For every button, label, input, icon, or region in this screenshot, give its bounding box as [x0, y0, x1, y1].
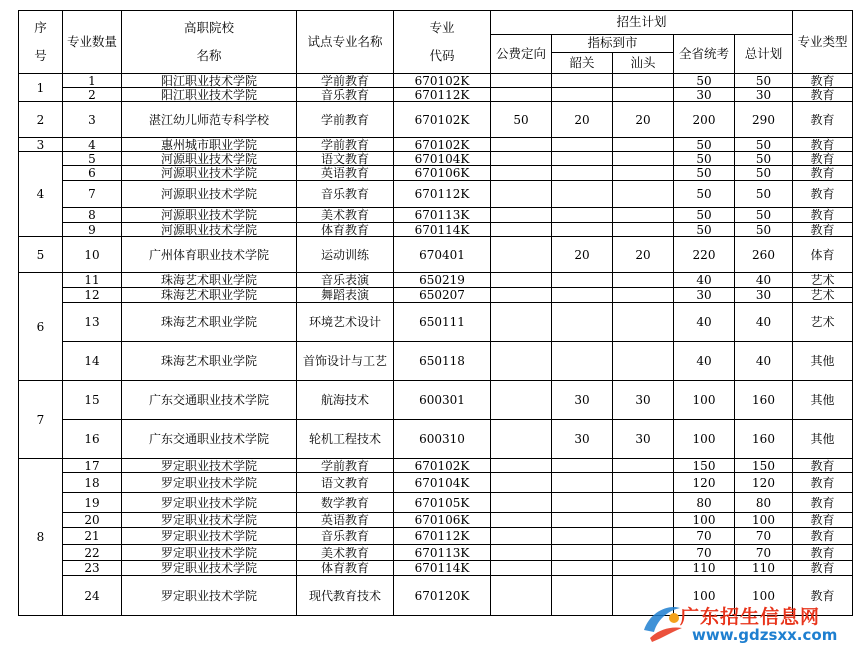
- seq-cell: 8: [19, 459, 63, 616]
- school-cell: 河源职业技术学院: [122, 166, 297, 181]
- school-cell: 河源职业技术学院: [122, 208, 297, 223]
- shantou-cell: [613, 513, 674, 528]
- code-cell: 600310: [394, 420, 491, 459]
- school-cell: 罗定职业技术学院: [122, 513, 297, 528]
- header-seq: 序 号: [19, 11, 63, 74]
- type-cell: 教育: [793, 473, 853, 493]
- type-cell: 教育: [793, 528, 853, 545]
- total-cell: 50: [735, 223, 793, 237]
- type-cell: 教育: [793, 152, 853, 166]
- major-cell: 英语教育: [297, 513, 394, 528]
- table-row: [19, 166, 853, 181]
- shaoguan-cell: [552, 138, 613, 152]
- school-cell: 罗定职业技术学院: [122, 545, 297, 561]
- total-cell: 100: [735, 576, 793, 616]
- table-row: [19, 152, 853, 166]
- table-row: [19, 528, 853, 545]
- school-cell: 珠海艺术职业学院: [122, 273, 297, 288]
- table-row: [19, 473, 853, 493]
- count-cell: 7: [63, 181, 122, 208]
- table-row: [19, 420, 853, 459]
- table-row: [19, 273, 853, 288]
- school-cell: 珠海艺术职业学院: [122, 303, 297, 342]
- free-cell: [491, 74, 552, 88]
- school-cell: 河源职业技术学院: [122, 181, 297, 208]
- shantou-cell: [613, 342, 674, 381]
- province-cell: 30: [674, 288, 735, 303]
- table-row: [19, 223, 853, 237]
- province-cell: 50: [674, 152, 735, 166]
- shaoguan-cell: [552, 459, 613, 473]
- total-cell: 150: [735, 459, 793, 473]
- free-cell: [491, 237, 552, 273]
- shantou-cell: [613, 208, 674, 223]
- header-plan: 招生计划: [491, 11, 793, 35]
- shantou-cell: [613, 528, 674, 545]
- total-cell: 110: [735, 561, 793, 576]
- count-cell: 5: [63, 152, 122, 166]
- school-cell: 罗定职业技术学院: [122, 576, 297, 616]
- shaoguan-cell: [552, 152, 613, 166]
- type-cell: 其他: [793, 420, 853, 459]
- header-school-top: 高职院校: [183, 19, 234, 35]
- shantou-cell: [613, 561, 674, 576]
- school-cell: 珠海艺术职业学院: [122, 342, 297, 381]
- count-cell: 2: [63, 88, 122, 102]
- total-cell: 50: [735, 181, 793, 208]
- free-cell: [491, 223, 552, 237]
- shaoguan-cell: [552, 473, 613, 493]
- shaoguan-cell: [552, 88, 613, 102]
- school-cell: 罗定职业技术学院: [122, 528, 297, 545]
- count-cell: 17: [63, 459, 122, 473]
- major-cell: 语文教育: [297, 473, 394, 493]
- free-cell: [491, 493, 552, 513]
- province-cell: 100: [674, 381, 735, 420]
- type-cell: 教育: [793, 493, 853, 513]
- seq-cell: 5: [19, 237, 63, 273]
- major-cell: 音乐表演: [297, 273, 394, 288]
- code-cell: 650111: [394, 303, 491, 342]
- free-cell: [491, 303, 552, 342]
- code-cell: 670102K: [394, 459, 491, 473]
- header-shaoguan: 韶关: [552, 53, 613, 74]
- free-cell: [491, 181, 552, 208]
- type-cell: 教育: [793, 576, 853, 616]
- code-cell: 670106K: [394, 513, 491, 528]
- seq-cell: 2: [19, 102, 63, 138]
- total-cell: 290: [735, 102, 793, 138]
- free-cell: [491, 576, 552, 616]
- code-cell: 650118: [394, 342, 491, 381]
- total-cell: 260: [735, 237, 793, 273]
- header-total: 总计划: [735, 35, 793, 74]
- code-cell: 650207: [394, 288, 491, 303]
- header-free: 公费定向: [491, 35, 552, 74]
- count-cell: 6: [63, 166, 122, 181]
- shaoguan-cell: [552, 273, 613, 288]
- free-cell: [491, 459, 552, 473]
- school-cell: 罗定职业技术学院: [122, 493, 297, 513]
- header-major: 试点专业名称: [297, 11, 394, 74]
- code-cell: 600301: [394, 381, 491, 420]
- province-cell: 80: [674, 493, 735, 513]
- table-row: [19, 138, 853, 152]
- table-row: [19, 88, 853, 102]
- school-cell: 河源职业技术学院: [122, 223, 297, 237]
- shaoguan-cell: [552, 561, 613, 576]
- shaoguan-cell: [552, 545, 613, 561]
- total-cell: 50: [735, 152, 793, 166]
- total-cell: 40: [735, 273, 793, 288]
- shantou-cell: 30: [613, 420, 674, 459]
- seq-cell: 6: [19, 273, 63, 381]
- count-cell: 11: [63, 273, 122, 288]
- major-cell: 学前教育: [297, 102, 394, 138]
- major-cell: 环境艺术设计: [297, 303, 394, 342]
- count-cell: 13: [63, 303, 122, 342]
- major-cell: 数学教育: [297, 493, 394, 513]
- total-cell: 160: [735, 381, 793, 420]
- table-row: [19, 102, 853, 138]
- shaoguan-cell: [552, 576, 613, 616]
- header-shantou: 汕头: [613, 53, 674, 74]
- shantou-cell: [613, 223, 674, 237]
- shaoguan-cell: 20: [552, 237, 613, 273]
- province-cell: 50: [674, 208, 735, 223]
- province-cell: 70: [674, 528, 735, 545]
- school-cell: 广东交通职业技术学院: [122, 420, 297, 459]
- shaoguan-cell: [552, 342, 613, 381]
- major-cell: 学前教育: [297, 459, 394, 473]
- header-code-bottom: 代码: [429, 48, 455, 63]
- province-cell: 150: [674, 459, 735, 473]
- type-cell: 教育: [793, 513, 853, 528]
- shantou-cell: 30: [613, 381, 674, 420]
- shaoguan-cell: [552, 493, 613, 513]
- free-cell: [491, 88, 552, 102]
- type-cell: 教育: [793, 561, 853, 576]
- province-cell: 100: [674, 420, 735, 459]
- total-cell: 30: [735, 88, 793, 102]
- free-cell: [491, 288, 552, 303]
- major-cell: 运动训练: [297, 237, 394, 273]
- school-cell: 河源职业技术学院: [122, 152, 297, 166]
- shantou-cell: [613, 166, 674, 181]
- type-cell: 教育: [793, 223, 853, 237]
- province-cell: 50: [674, 166, 735, 181]
- shantou-cell: [613, 273, 674, 288]
- free-cell: [491, 138, 552, 152]
- code-cell: 650219: [394, 273, 491, 288]
- code-cell: 670120K: [394, 576, 491, 616]
- province-cell: 40: [674, 273, 735, 288]
- type-cell: 教育: [793, 181, 853, 208]
- code-cell: 670104K: [394, 152, 491, 166]
- code-cell: 670114K: [394, 223, 491, 237]
- code-cell: 670112K: [394, 88, 491, 102]
- major-cell: 音乐教育: [297, 181, 394, 208]
- enrollment-plan-table: [18, 10, 853, 616]
- province-cell: 120: [674, 473, 735, 493]
- header-school: [122, 11, 297, 74]
- major-cell: 音乐教育: [297, 528, 394, 545]
- count-cell: 1: [63, 74, 122, 88]
- header-type: 专业类型: [793, 11, 853, 74]
- province-cell: 200: [674, 102, 735, 138]
- header-code: [394, 11, 491, 74]
- type-cell: 教育: [793, 138, 853, 152]
- table-row: [19, 381, 853, 420]
- free-cell: 50: [491, 102, 552, 138]
- count-cell: 16: [63, 420, 122, 459]
- table-row: [19, 288, 853, 303]
- province-cell: 50: [674, 138, 735, 152]
- school-cell: 广州体育职业技术学院: [122, 237, 297, 273]
- school-cell: 广东交通职业技术学院: [122, 381, 297, 420]
- table-row: [19, 342, 853, 381]
- free-cell: [491, 342, 552, 381]
- count-cell: 18: [63, 473, 122, 493]
- count-cell: 4: [63, 138, 122, 152]
- seq-cell: 3: [19, 138, 63, 152]
- major-cell: 舞蹈表演: [297, 288, 394, 303]
- count-cell: 3: [63, 102, 122, 138]
- table-row: [19, 237, 853, 273]
- major-cell: 音乐教育: [297, 88, 394, 102]
- code-cell: 670113K: [394, 545, 491, 561]
- school-cell: 惠州城市职业学院: [122, 138, 297, 152]
- province-cell: 50: [674, 74, 735, 88]
- major-cell: 美术教育: [297, 208, 394, 223]
- shaoguan-cell: [552, 74, 613, 88]
- header-code-top: 专业: [429, 19, 455, 35]
- shantou-cell: [613, 74, 674, 88]
- major-cell: 语文教育: [297, 152, 394, 166]
- shantou-cell: [613, 138, 674, 152]
- province-cell: 220: [674, 237, 735, 273]
- total-cell: 70: [735, 545, 793, 561]
- major-cell: 航海技术: [297, 381, 394, 420]
- table-row: [19, 459, 853, 473]
- count-cell: 24: [63, 576, 122, 616]
- school-cell: 罗定职业技术学院: [122, 473, 297, 493]
- table-row: [19, 181, 853, 208]
- header-count: 专业数量: [63, 11, 122, 74]
- seq-cell: 7: [19, 381, 63, 459]
- free-cell: [491, 273, 552, 288]
- free-cell: [491, 381, 552, 420]
- shaoguan-cell: 30: [552, 420, 613, 459]
- total-cell: 50: [735, 74, 793, 88]
- free-cell: [491, 152, 552, 166]
- type-cell: 教育: [793, 545, 853, 561]
- table-row: [19, 561, 853, 576]
- shantou-cell: [613, 181, 674, 208]
- shantou-cell: 20: [613, 237, 674, 273]
- total-cell: 50: [735, 208, 793, 223]
- shantou-cell: [613, 303, 674, 342]
- shantou-cell: [613, 473, 674, 493]
- count-cell: 9: [63, 223, 122, 237]
- code-cell: 670102K: [394, 74, 491, 88]
- major-cell: 体育教育: [297, 223, 394, 237]
- watermark-title: 广东招生信息网: [680, 606, 821, 628]
- shantou-cell: [613, 152, 674, 166]
- shantou-cell: [613, 288, 674, 303]
- code-cell: 670113K: [394, 208, 491, 223]
- major-cell: 首饰设计与工艺: [297, 342, 394, 381]
- total-cell: 30: [735, 288, 793, 303]
- major-cell: 学前教育: [297, 138, 394, 152]
- shantou-cell: [613, 88, 674, 102]
- free-cell: [491, 513, 552, 528]
- free-cell: [491, 545, 552, 561]
- count-cell: 15: [63, 381, 122, 420]
- major-cell: 英语教育: [297, 166, 394, 181]
- type-cell: 教育: [793, 459, 853, 473]
- province-cell: 70: [674, 545, 735, 561]
- table-row: [19, 545, 853, 561]
- seq-cell: 4: [19, 152, 63, 237]
- count-cell: 23: [63, 561, 122, 576]
- type-cell: 体育: [793, 237, 853, 273]
- total-cell: 100: [735, 513, 793, 528]
- school-cell: 阳江职业技术学院: [122, 88, 297, 102]
- header-quota: 指标到市: [552, 35, 674, 53]
- table-row: [19, 513, 853, 528]
- province-cell: 110: [674, 561, 735, 576]
- free-cell: [491, 528, 552, 545]
- code-cell: 670102K: [394, 102, 491, 138]
- shaoguan-cell: [552, 181, 613, 208]
- shaoguan-cell: [552, 223, 613, 237]
- count-cell: 19: [63, 493, 122, 513]
- major-cell: 学前教育: [297, 74, 394, 88]
- shaoguan-cell: [552, 166, 613, 181]
- type-cell: 教育: [793, 208, 853, 223]
- watermark-url: www.gdzsxx.com: [692, 626, 838, 644]
- total-cell: 80: [735, 493, 793, 513]
- code-cell: 670401: [394, 237, 491, 273]
- type-cell: 教育: [793, 102, 853, 138]
- shantou-cell: [613, 459, 674, 473]
- count-cell: 8: [63, 208, 122, 223]
- province-cell: 40: [674, 303, 735, 342]
- free-cell: [491, 208, 552, 223]
- table-row: [19, 74, 853, 88]
- total-cell: 50: [735, 138, 793, 152]
- code-cell: 670105K: [394, 493, 491, 513]
- free-cell: [491, 420, 552, 459]
- shaoguan-cell: [552, 513, 613, 528]
- shantou-cell: [613, 545, 674, 561]
- major-cell: 美术教育: [297, 545, 394, 561]
- school-cell: 珠海艺术职业学院: [122, 288, 297, 303]
- table-row: [19, 303, 853, 342]
- header-province: 全省统考: [674, 35, 735, 74]
- school-cell: 湛江幼儿师范专科学校: [122, 102, 297, 138]
- province-cell: 50: [674, 181, 735, 208]
- type-cell: 教育: [793, 88, 853, 102]
- count-cell: 10: [63, 237, 122, 273]
- province-cell: 100: [674, 576, 735, 616]
- shaoguan-cell: [552, 528, 613, 545]
- table-row: [19, 208, 853, 223]
- total-cell: 120: [735, 473, 793, 493]
- shantou-cell: 20: [613, 102, 674, 138]
- major-cell: 现代教育技术: [297, 576, 394, 616]
- major-cell: 轮机工程技术: [297, 420, 394, 459]
- seq-cell: 1: [19, 74, 63, 102]
- shaoguan-cell: [552, 303, 613, 342]
- major-cell: 体育教育: [297, 561, 394, 576]
- count-cell: 22: [63, 545, 122, 561]
- total-cell: 50: [735, 166, 793, 181]
- count-cell: 20: [63, 513, 122, 528]
- total-cell: 160: [735, 420, 793, 459]
- school-cell: 罗定职业技术学院: [122, 561, 297, 576]
- count-cell: 14: [63, 342, 122, 381]
- free-cell: [491, 473, 552, 493]
- count-cell: 12: [63, 288, 122, 303]
- total-cell: 70: [735, 528, 793, 545]
- shaoguan-cell: [552, 288, 613, 303]
- type-cell: 艺术: [793, 303, 853, 342]
- code-cell: 670102K: [394, 138, 491, 152]
- swoosh-logo-icon: [640, 600, 684, 644]
- province-cell: 40: [674, 342, 735, 381]
- free-cell: [491, 561, 552, 576]
- province-cell: 100: [674, 513, 735, 528]
- code-cell: 670104K: [394, 473, 491, 493]
- school-cell: 罗定职业技术学院: [122, 459, 297, 473]
- count-cell: 21: [63, 528, 122, 545]
- type-cell: 教育: [793, 166, 853, 181]
- shaoguan-cell: 20: [552, 102, 613, 138]
- type-cell: 艺术: [793, 273, 853, 288]
- header-school-bottom: 名称: [196, 48, 222, 63]
- code-cell: 670106K: [394, 166, 491, 181]
- total-cell: 40: [735, 303, 793, 342]
- code-cell: 670112K: [394, 181, 491, 208]
- shantou-cell: [613, 493, 674, 513]
- type-cell: 教育: [793, 74, 853, 88]
- shaoguan-cell: [552, 208, 613, 223]
- type-cell: 艺术: [793, 288, 853, 303]
- watermark: [640, 598, 865, 655]
- code-cell: 670112K: [394, 528, 491, 545]
- shaoguan-cell: 30: [552, 381, 613, 420]
- code-cell: 670114K: [394, 561, 491, 576]
- province-cell: 30: [674, 88, 735, 102]
- table-row: [19, 493, 853, 513]
- total-cell: 40: [735, 342, 793, 381]
- type-cell: 其他: [793, 342, 853, 381]
- province-cell: 50: [674, 223, 735, 237]
- type-cell: 其他: [793, 381, 853, 420]
- school-cell: 阳江职业技术学院: [122, 74, 297, 88]
- free-cell: [491, 166, 552, 181]
